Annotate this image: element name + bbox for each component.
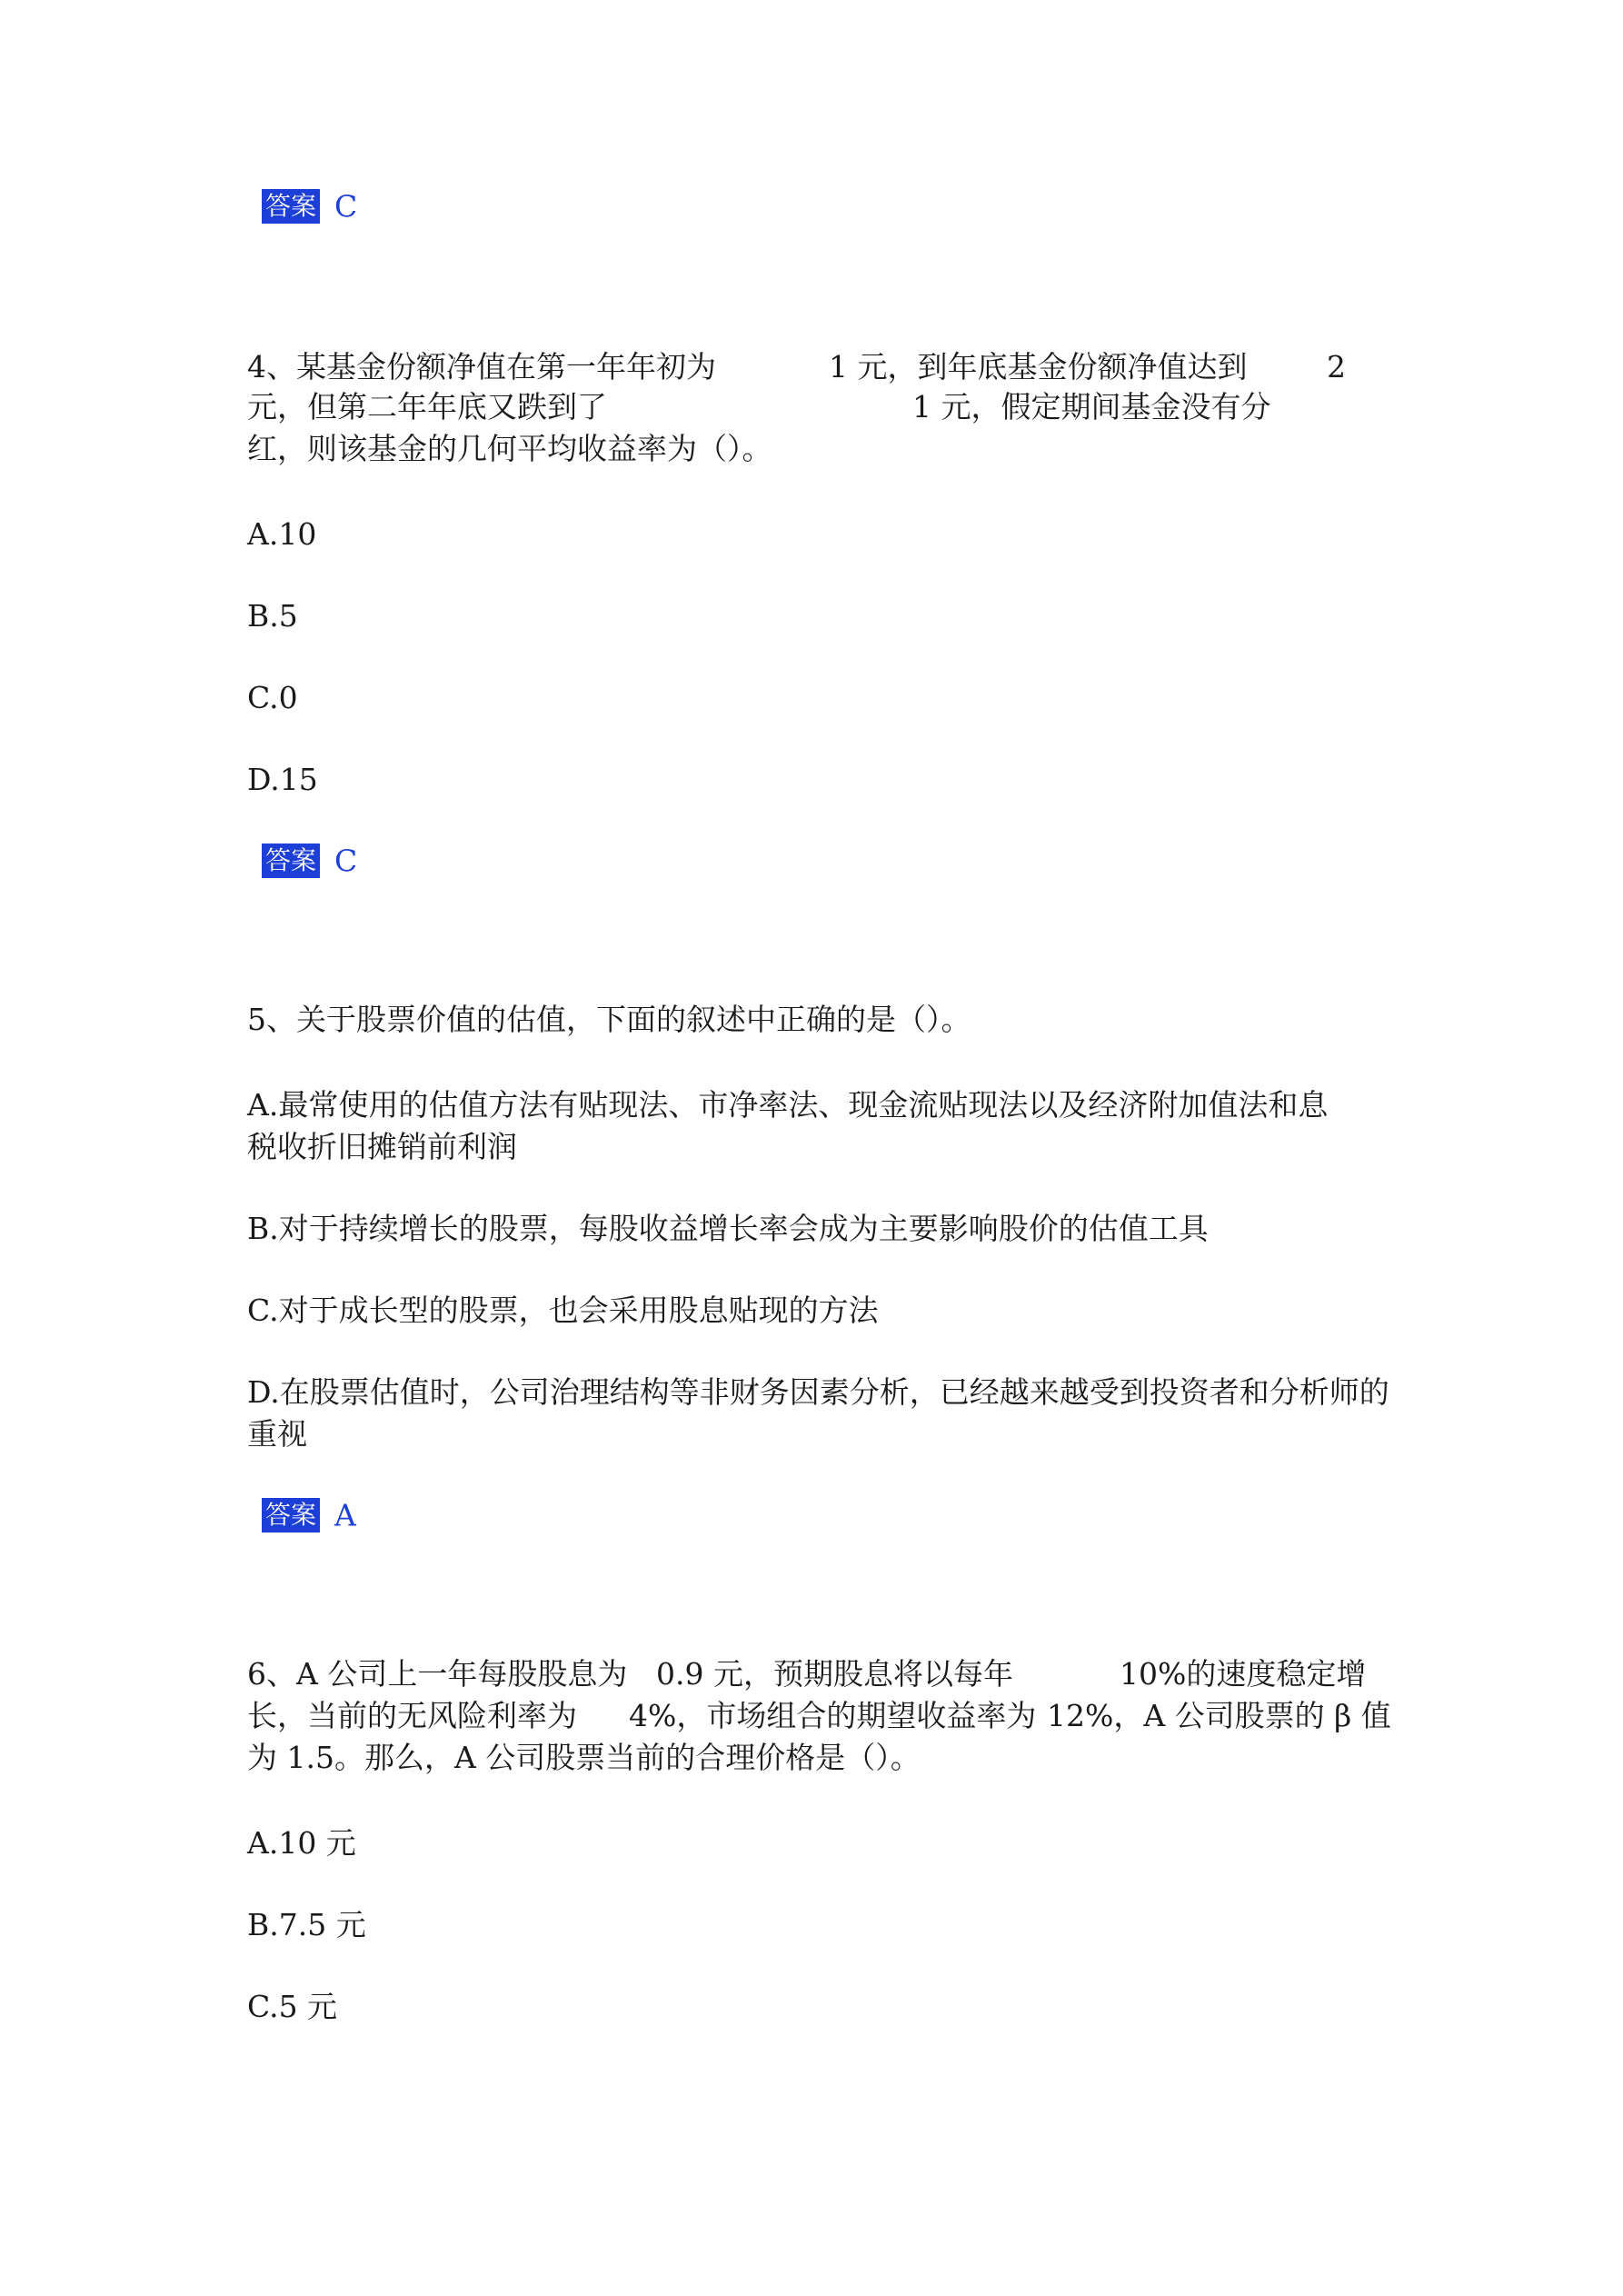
q4-stem-line3: 红，则该基金的几何平均收益率为（）。 [247,431,772,466]
answer-tag: 答案 [262,844,320,878]
q6-option-a: A.10 元 [247,1825,356,1861]
answer-line-q5 [262,1495,356,1533]
q4-line2-part-b: 1 元，假定期间基金没有分 [912,389,1271,424]
q6-line1-part-a: 6、A 公司上一年每股股息为 [247,1656,628,1692]
q6-option-c: C.5 元 [247,1989,338,2024]
answer-line-q4 [262,841,357,879]
q6-stem-line2 [247,1696,1391,1736]
q4-line1-part-b: 1 元，到年底基金份额净值达到 [829,349,1248,384]
q4-option-c: C.0 [247,680,298,715]
answer-value: C [334,188,358,225]
q6-line1-part-c: 10%的速度稳定增 [1120,1656,1367,1692]
q6-line1-part-b: 0.9 元，预期股息将以每年 [656,1656,1013,1692]
answer-line-q3 [262,186,357,225]
answer-tag: 答案 [262,1498,320,1532]
q6-option-b: B.7.5 元 [247,1907,366,1942]
answer-value: A [334,1497,356,1533]
answer-value: C [334,843,358,879]
q4-stem-line2 [247,387,1271,427]
q4-line1-part-c: 2 [1327,349,1346,384]
q6-line2-part-b: 4%，市场组合的期望收益率为 [629,1698,1037,1733]
q5-option-d-line1: D.在股票估值时，公司治理结构等非财务因素分析，已经越来越受到投资者和分析师的 [247,1374,1389,1410]
q6-stem-line3: 为 1.5。那么，A 公司股票当前的合理价格是（）。 [247,1740,921,1775]
q4-option-a: A.10 [247,516,317,552]
q4-option-d: D.15 [247,762,318,797]
q6-line2-part-c: 12%，A 公司股票的 β 值 [1047,1698,1391,1733]
q4-line2-part-a: 元，但第二年年底又跌到了 [247,389,607,424]
q5-stem: 5、关于股票价值的估值，下面的叙述中正确的是（）。 [247,1002,971,1037]
q5-option-c: C.对于成长型的股票，也会采用股息贴现的方法 [247,1293,879,1328]
q5-option-a-line1: A.最常使用的估值方法有贴现法、市净率法、现金流贴现法以及经济附加值法和息 [247,1087,1329,1123]
q4-option-b: B.5 [247,598,298,634]
q6-line2-part-a: 长，当前的无风险利率为 [247,1698,577,1733]
q5-option-a-line2: 税收折旧摊销前利润 [247,1129,517,1164]
q6-stem-line1 [247,1654,1367,1694]
q4-line1-part-a: 4、某基金份额净值在第一年年初为 [247,349,716,384]
answer-tag: 答案 [262,189,320,224]
q4-stem-line1 [247,347,1346,387]
q5-option-b: B.对于持续增长的股票，每股收益增长率会成为主要影响股价的估值工具 [247,1211,1209,1246]
q5-option-d-line2: 重视 [247,1416,307,1452]
